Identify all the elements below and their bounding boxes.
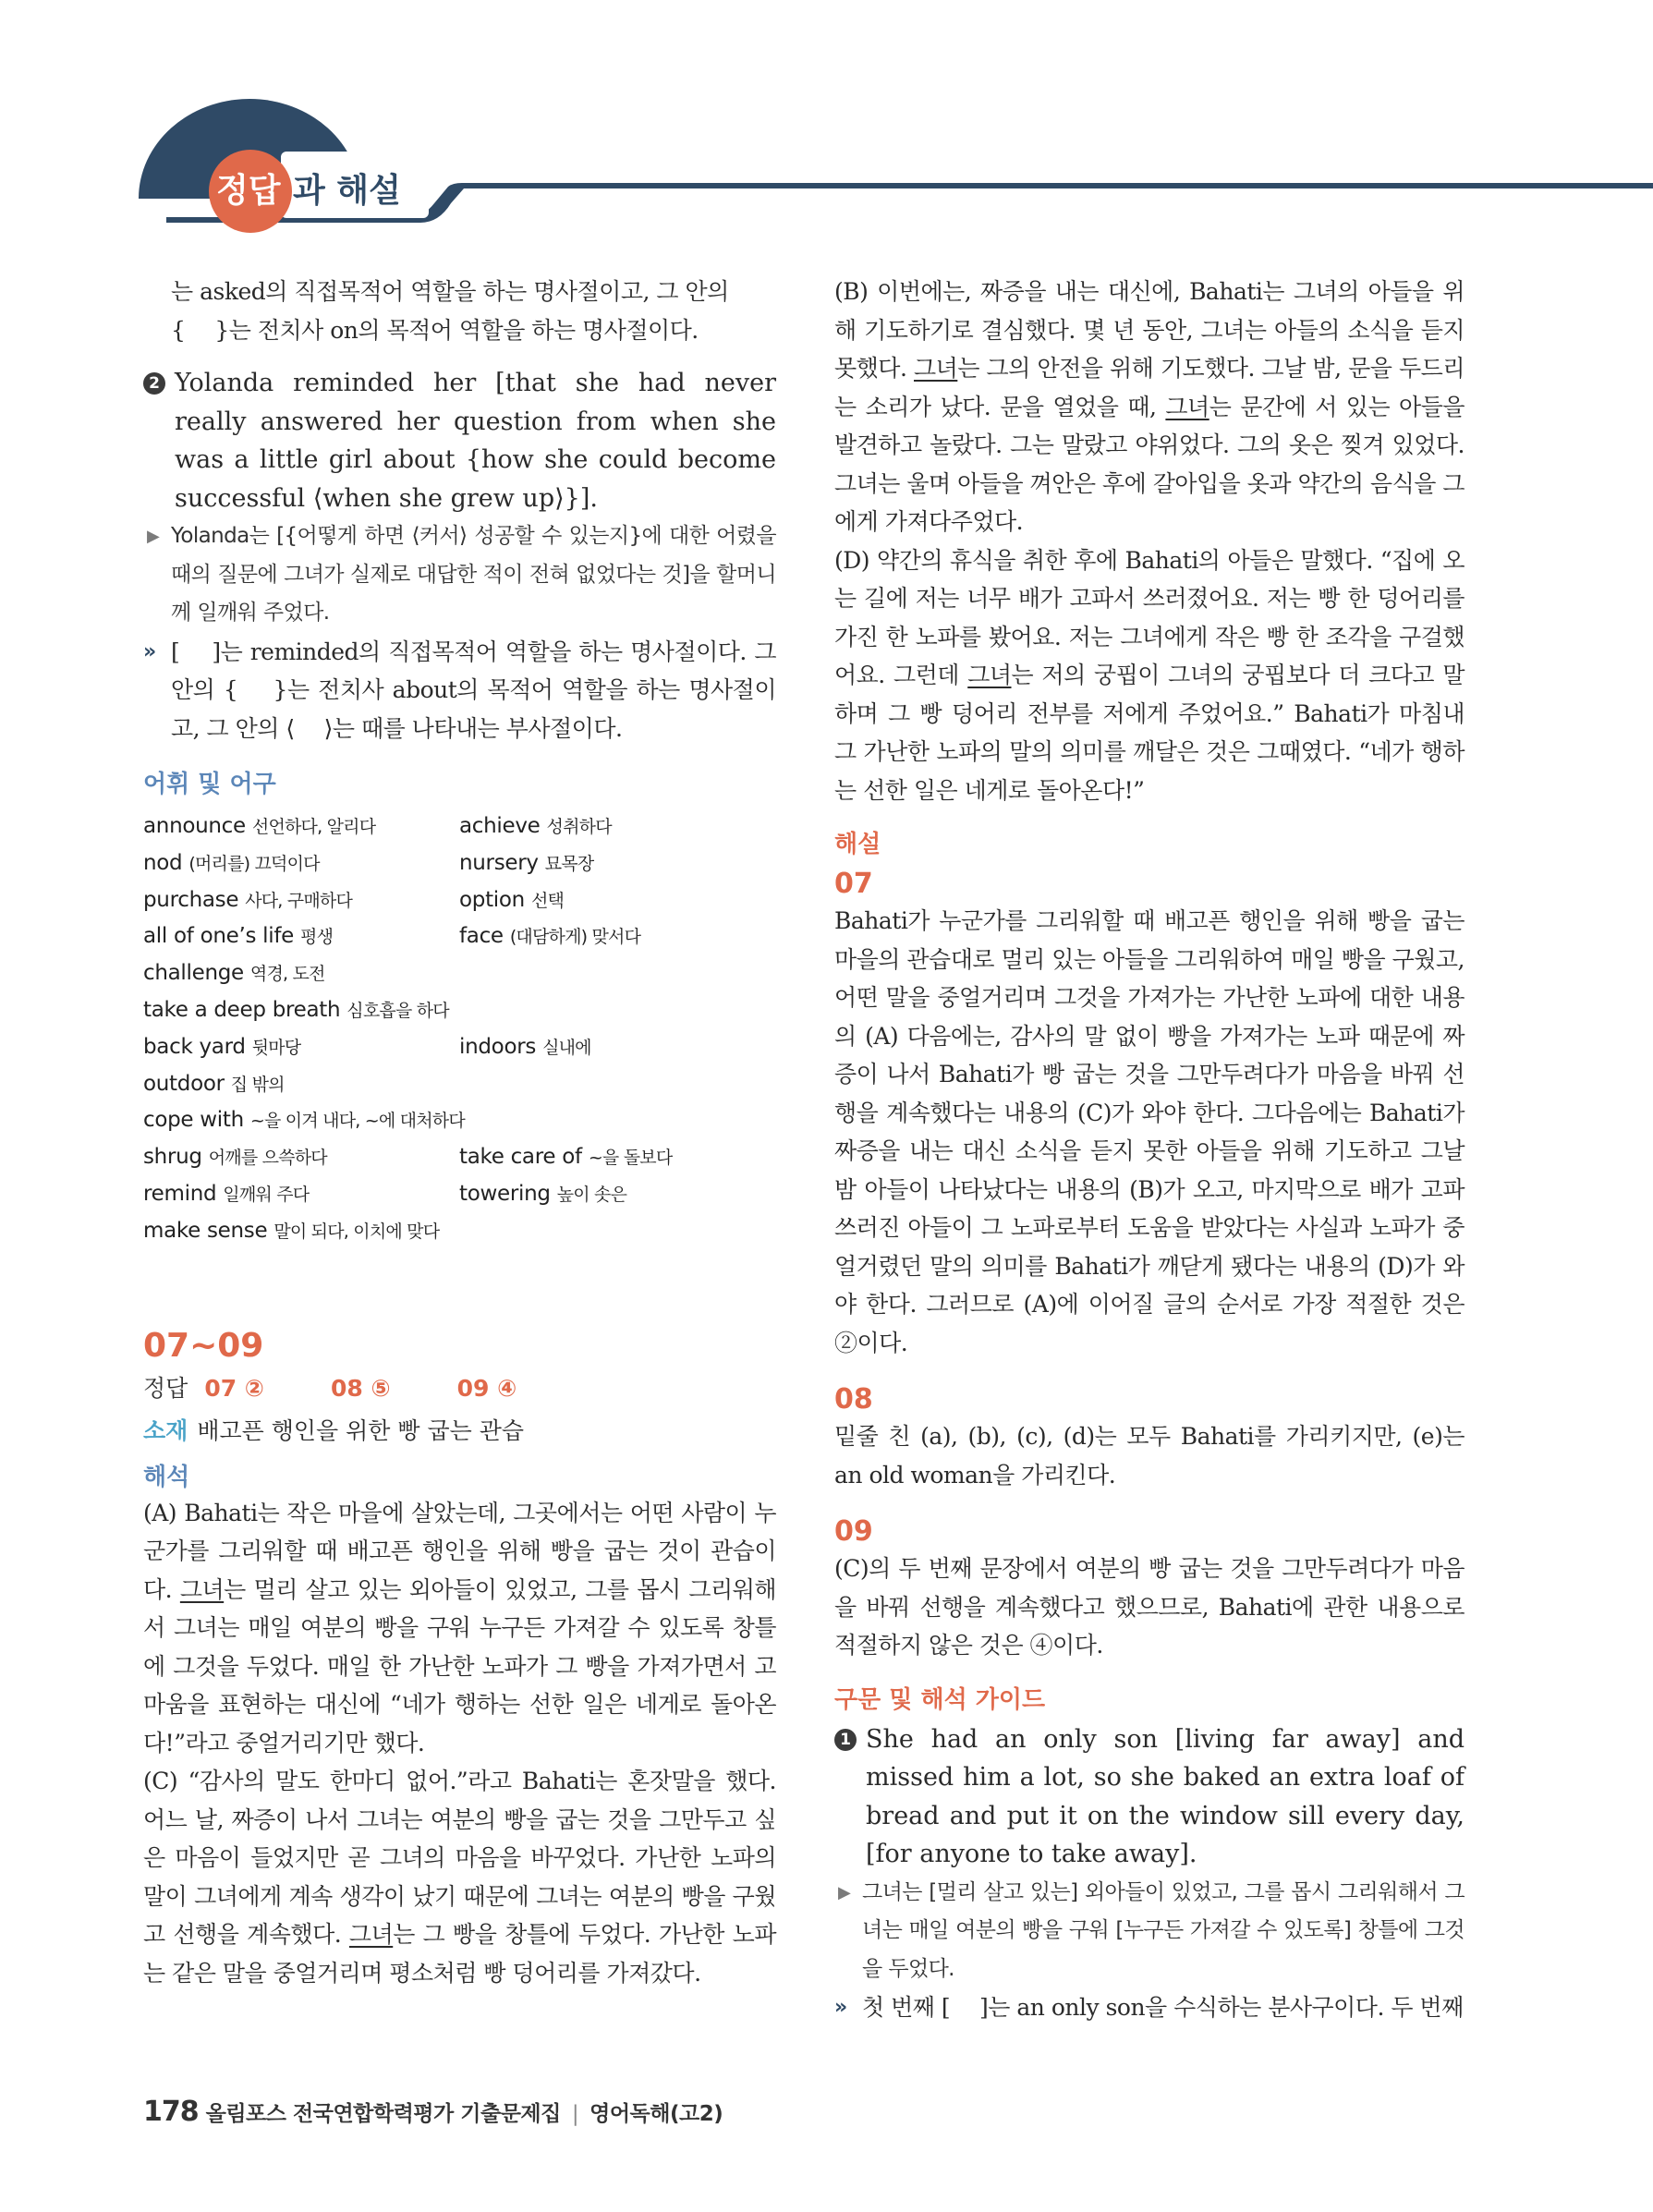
- vocab-word: nod: [143, 850, 183, 875]
- vocab-word: face: [459, 924, 504, 949]
- vocab-word: take care of: [459, 1145, 582, 1170]
- answers-row: [143, 1372, 776, 1405]
- vocab-entry: [143, 1139, 459, 1176]
- translation-d-part2: 는 저의 궁핍이 그녀의 궁핍보다 더 크다고 말하며 그 빵 덩어리 전부를 저에게 주었어요.” Bahati가 마침내 그 가난한 노파의 말의 의미를 깨달은 것은 그때였다. “네가 행하는 선한 일은 네게로 돌아온다!”: [834, 662, 1465, 804]
- vocab-entry: [143, 918, 459, 955]
- vocab-row: [143, 1213, 776, 1250]
- vocab-row: [143, 1102, 776, 1139]
- vocab-row: [143, 1029, 776, 1066]
- vocab-entry: [459, 1139, 775, 1176]
- vocab-word: remind: [143, 1181, 217, 1206]
- vocab-word: shrug: [143, 1145, 202, 1170]
- answer-07: 07 ②: [204, 1374, 264, 1402]
- footer-separator: |: [571, 2102, 579, 2126]
- vocab-meaning: 일깨워 주다: [223, 1184, 310, 1205]
- left-column: [143, 273, 776, 1992]
- sentence-item-2-translation: [143, 517, 776, 633]
- translation-c-part1: (C) “감사의 말도 한마디 없어.”라고 Bahati는 혼잣말을 했다. 어느 날, 짜증이 나서 그녀는 여분의 빵을 굽는 것을 그만두고 싶은 마음이 들었지만 곧 그녀의 마음을 바꾸었다. 가난한 노파의 말이 그녀에게 계속 생각이 났기 때문에 그녀는 여분의 빵을 구웠고 선행을 계속했다.: [143, 1768, 776, 1949]
- question-09-explanation: (C)의 두 번째 문장에서 여분의 빵 굽는 것을 그만두려다가 마음을 바꿔 선행을 계속했다고 했으므로, Bahati에 관한 내용으로 적절하지 않은 것은 ④이다.: [834, 1555, 1465, 1659]
- right-column: [834, 273, 1465, 2027]
- item-number-badge: 2: [143, 372, 165, 395]
- vocab-entry: [143, 808, 459, 845]
- translation-paragraph-d: [834, 541, 1465, 810]
- sentence-item-1: [834, 1720, 1465, 1874]
- vocab-word: back yard: [143, 1034, 246, 1059]
- header-title-explanation: 과 해설: [293, 172, 401, 210]
- triangle-bullet-icon: ▶: [147, 527, 160, 546]
- translation-b-part3: 는 문간에 서 있는 아들을 발견하고 놀랐다. 그는 말랐고 야위었다. 그의 옷은 찢겨 있었다. 그녀는 울며 아들을 껴안은 후에 갈아입을 옷과 약간의 음식을 그에게 가져다주었다.: [834, 393, 1465, 535]
- vocab-meaning: 집 밖의: [230, 1074, 285, 1095]
- vocab-meaning: 뒷마당: [251, 1037, 301, 1058]
- vocab-entry: [459, 1176, 775, 1213]
- vocab-row: [143, 882, 776, 919]
- question-07-explanation: Bahati가 누군가를 그리워할 때 배고픈 행인을 위해 빵을 굽는 마을의 관습대로 멀리 있는 아들을 그리워하여 매일 빵을 구웠고, 어떤 말을 중얼거리며 그것을 가져가는 가난한 노파에 대한 내용의 (A) 다음에는, 감사의 말 없이 빵을 가져가는 노파 때문에 짜증이 나서 Bahati가 빵 굽는 것을 그만두려다가 마음을 바꿔 선행을 계속했다는 내용의 (C)가 와야 한다. 그다음에는 Bahati가 짜증을 내는 대신 소식을 듣지 못한 아들을 위해 기도하고 그날 밤 아들이 나타났다는 내용의 (B)가 오고, 마지막으로 배가 고파 쓰러진 아들이 그 노파로부터 도움을 받았다는 사실과 노파가 중얼거렸던 말의 의미를 Bahati가 깨닫게 됐다는 내용의 (D)가 와야 한다. 그러므로 (A)에 이어질 글의 순서로 가장 적절한 것은 ②이다.: [834, 907, 1465, 1356]
- vocab-meaning: 실내에: [542, 1037, 591, 1058]
- translation-paragraph-c: [143, 1762, 776, 1992]
- vocab-entry: [143, 992, 459, 1029]
- vocab-entry: [143, 1066, 459, 1103]
- vocab-word: outdoor: [143, 1071, 225, 1096]
- question-08-explanation: 밑줄 친 (a), (b), (c), (d)는 모두 Bahati를 가리키지만, (e)는 an old woman을 가리킨다.: [834, 1423, 1465, 1489]
- answers-label: 정답: [143, 1374, 188, 1402]
- vocab-word: indoors: [459, 1034, 537, 1059]
- continued-note-line-1: 는 asked의 직접목적어 역할을 하는 명사절이고, 그 안의: [171, 278, 729, 305]
- sentence-item-2: [143, 364, 776, 517]
- question-08-number: 08: [834, 1383, 873, 1416]
- explanation-title: 해설: [834, 831, 881, 858]
- underlined-she-a: 그녀: [179, 1575, 225, 1603]
- vocab-entry: [459, 1029, 775, 1066]
- triangle-bullet-icon: ▶: [838, 1882, 851, 1902]
- double-chevron-icon: »: [834, 1996, 845, 2019]
- vocab-title: 어휘 및 어구: [143, 771, 276, 798]
- vocab-meaning: 묘목장: [544, 853, 594, 874]
- topic-text: 배고픈 행인을 위한 빵 굽는 관습: [197, 1416, 524, 1444]
- vocab-word: take a deep breath: [143, 997, 341, 1022]
- answer-09: 09 ④: [456, 1374, 517, 1402]
- vocab-entry: [143, 1213, 459, 1250]
- topic-row: [143, 1413, 776, 1450]
- answer-08: 08 ⑤: [330, 1374, 391, 1402]
- vocab-entry: [459, 882, 775, 919]
- vocab-meaning: (대담하게) 맞서다: [509, 927, 641, 948]
- sentence-item-1-text: She had an only son [living far away] and missed him a lot, so she baked an extra loaf of bread and put it on the window sill every day, [for anyone to take away].: [866, 1724, 1465, 1868]
- continued-note-line-2: { }는 전치사 on의 목적어 역할을 하는 명사절이다.: [171, 316, 699, 344]
- vocab-meaning: 어깨를 으쓱하다: [208, 1148, 327, 1169]
- vocab-word: option: [459, 887, 525, 912]
- page-header: [0, 0, 1653, 240]
- double-chevron-icon: »: [143, 639, 153, 663]
- underlined-she-c: 그녀: [348, 1921, 394, 1949]
- page-footer: [143, 2096, 723, 2128]
- topic-label: 소재: [143, 1416, 188, 1444]
- vocab-meaning: 사다, 구매하다: [245, 890, 353, 911]
- sentence-item-2-text: Yolanda reminded her [that she had never really answered her question from when she was a little girl about {how she could become successful ⟨when she grew up⟩}].: [175, 369, 776, 513]
- vocab-row: [143, 955, 776, 992]
- translation-b-part1: (B) 이번에는, 짜증을 내는 대신에, Bahati는 그녀의 아들을 위해 기도하기로 결심했다. 몇 년 동안, 그녀는 아들의 소식을 듣지 못했다.: [834, 278, 1465, 382]
- vocab-meaning: 말이 되다, 이치에 맞다: [273, 1221, 440, 1242]
- vocab-entry: [143, 1176, 459, 1213]
- header-title-answer: 정답: [216, 172, 281, 210]
- vocab-row: [143, 845, 776, 882]
- translation-a-part1: (A) Bahati는 작은 마을에 살았는데, 그곳에서는 어떤 사람이 누군가를 그리워할 때 배고픈 행인을 위해 빵을 굽는 것이 관습이다.: [143, 1499, 776, 1603]
- translation-text: 그녀는 [멀리 살고 있는] 외아들이 있었고, 그를 몹시 그리워해서 그녀는 매일 여분의 빵을 구워 [누구든 가져갈 수 있도록] 창틀에 그것을 두었다.: [862, 1879, 1465, 1981]
- vocab-word: challenge: [143, 961, 244, 986]
- vocab-row: [143, 1176, 776, 1213]
- grammar-note-text: 첫 번째 [ ]는 an only son을 수식하는 분사구이다. 두 번째: [862, 1994, 1464, 2021]
- translation-text: Yolanda는 [{어떻게 하면 ⟨커서⟩ 성공할 수 있는지}에 대한 어렸을 때의 질문에 그녀가 실제로 대답한 적이 전혀 없었다는 것]을 할머니께 일깨워 주었다.: [171, 524, 776, 625]
- item-number-badge: 1: [834, 1729, 857, 1751]
- book-title: 올림포스 전국연합학력평가 기출문제집: [205, 2102, 561, 2126]
- vocab-entry: [459, 918, 775, 955]
- vocab-entry: [143, 1029, 459, 1066]
- question-range-title: 07~09: [143, 1326, 264, 1365]
- guide-title: 구문 및 해석 가이드: [834, 1685, 1046, 1714]
- vocab-row: [143, 808, 776, 845]
- vocab-word: cope with: [143, 1108, 244, 1133]
- vocab-entry: [143, 845, 459, 882]
- vocab-word: purchase: [143, 887, 239, 912]
- vocab-row: [143, 1066, 776, 1103]
- translation-paragraph-a: [143, 1494, 776, 1763]
- vocab-meaning: ~을 돌보다: [588, 1148, 673, 1169]
- translation-b-part2: 는 그의 안전을 위해 기도했다. 그날 밤, 문을 두드리는 소리가 났다. 문을 열었을 때,: [834, 355, 1465, 420]
- translation-d-part1: (D) 약간의 휴식을 취한 후에 Bahati의 아들은 말했다. “집에 오는 길에 저는 너무 배가 고파서 쓰러졌어요. 저는 빵 한 덩어리를 가진 한 노파를 봤어요. 저는 그녀에게 작은 빵 한 조각을 구걸했어요. 그런데: [834, 546, 1465, 688]
- vocab-row: [143, 1139, 776, 1176]
- vocab-meaning: 평생: [300, 927, 334, 948]
- underlined-she-b1: 그녀: [914, 355, 958, 382]
- vocab-meaning: 역경, 도전: [249, 964, 325, 985]
- vocab-word: towering: [459, 1181, 551, 1206]
- vocab-meaning: 선언하다, 알리다: [251, 817, 376, 837]
- vocab-meaning: ~을 이겨 내다, ~에 대처하다: [249, 1111, 465, 1132]
- vocab-row: [143, 918, 776, 955]
- sentence-item-1-translation: [834, 1874, 1465, 1989]
- vocab-word: announce: [143, 814, 246, 838]
- grammar-note-text: [ ]는 reminded의 직접목적어 역할을 하는 명사절이다. 그 안의 { }는 전치사 about의 목적어 역할을 하는 명사절이고, 그 안의 ⟨ ⟩는 때를 나타내는 부사절이다.: [171, 638, 776, 742]
- vocab-meaning: (머리를) 끄덕이다: [188, 853, 320, 874]
- vocab-word: make sense: [143, 1218, 268, 1243]
- vocab-entry: [143, 955, 459, 992]
- vocab-word: nursery: [459, 850, 539, 875]
- underlined-she-b2: 그녀: [1165, 393, 1209, 420]
- translation-paragraph-b: [834, 273, 1465, 541]
- vocab-entry: [459, 845, 775, 882]
- vocab-meaning: 높이 솟은: [556, 1184, 627, 1205]
- vocab-word: all of one’s life: [143, 924, 294, 949]
- vocab-list: [143, 808, 776, 1250]
- underlined-she-d: 그녀: [967, 662, 1012, 688]
- vocab-entry: [143, 882, 459, 919]
- vocab-row: [143, 992, 776, 1029]
- sentence-item-1-grammar-note: [834, 1988, 1465, 2027]
- book-subject: 영어독해(고2): [589, 2102, 723, 2126]
- vocab-meaning: 성취하다: [546, 817, 612, 837]
- translation-a-part2: 는 멀리 살고 있는 외아들이 있었고, 그를 몹시 그리워해서 그녀는 매일 여분의 빵을 구워 누구든 가져갈 수 있도록 창틀에 그것을 두었다. 매일 한 가난한 노파가 그 빵을 가져가면서 고마움을 표현하는 대신에 “네가 행하는 선한 일은 네게로 돌아온다!”라고 중얼거리기만 했다.: [143, 1575, 776, 1756]
- sentence-item-2-grammar-note: [143, 633, 776, 748]
- vocab-entry: [459, 808, 775, 845]
- translation-title: 해석: [143, 1463, 190, 1491]
- vocab-entry: [143, 1102, 465, 1139]
- question-07-number: 07: [834, 868, 873, 900]
- translation-c-part2: 는 그 빵을 창틀에 두었다. 가난한 노파는 같은 말을 중얼거리며 평소처럼 빵 덩어리를 가져갔다.: [143, 1921, 776, 1987]
- vocab-word: achieve: [459, 814, 541, 838]
- vocab-meaning: 선택: [530, 890, 565, 911]
- page-number: 178: [143, 2096, 199, 2128]
- question-09-number: 09: [834, 1515, 873, 1548]
- vocab-meaning: 심호흡을 하다: [346, 1000, 449, 1021]
